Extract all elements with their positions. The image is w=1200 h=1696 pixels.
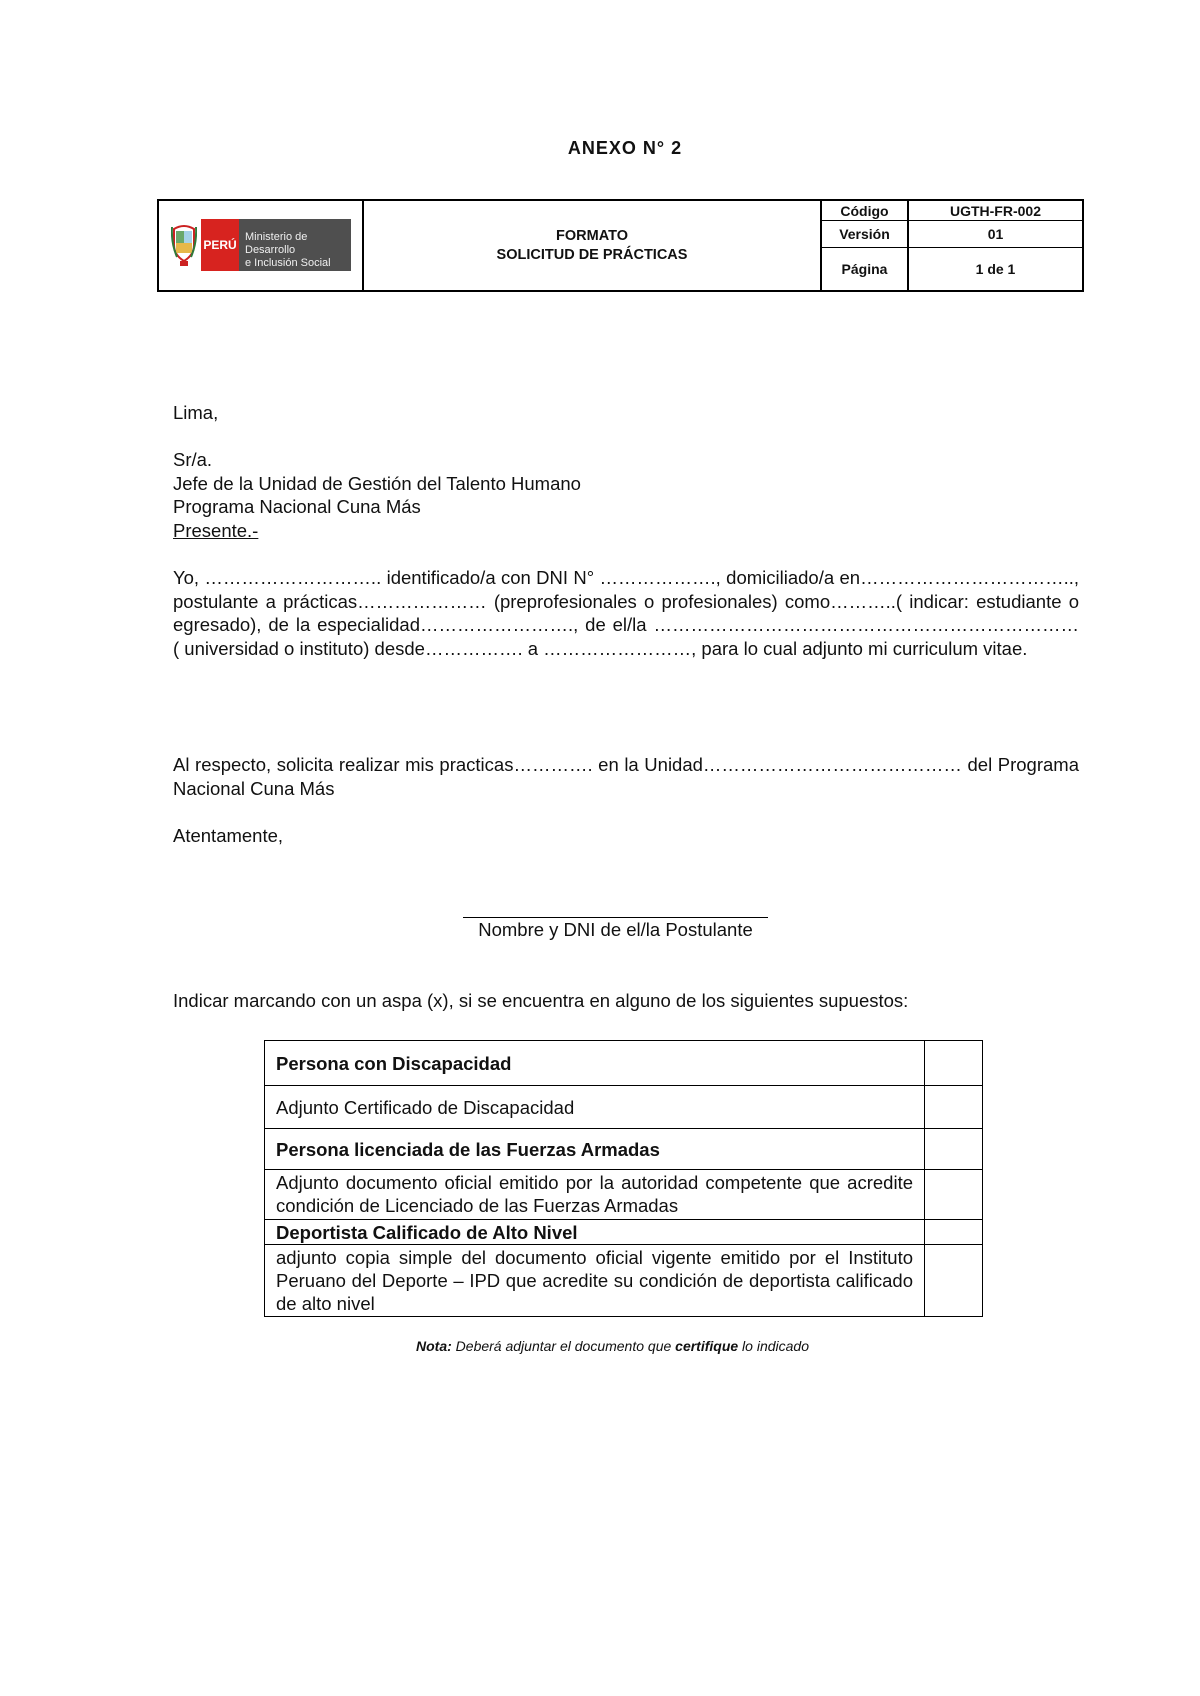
ministry-name [239, 219, 351, 271]
logo-cell [159, 201, 364, 290]
checkbox-cell[interactable] [925, 1041, 982, 1085]
code-label: Código [822, 201, 909, 220]
peru-label: PERÚ [201, 219, 239, 271]
checklist-label: Adjunto documento oficial emitido por la autoridad competente que acredite condición de Licenciado de las Fuerzas Armadas [265, 1170, 925, 1219]
checkbox-cell[interactable] [925, 1220, 982, 1244]
checkbox-cell[interactable] [925, 1086, 982, 1128]
recipient-block [173, 448, 1079, 542]
letter-paragraph-2: Al respecto, solicita realizar mis practicas…………. en la Unidad…………………………………… del Programa Nacional Cuna Más [173, 754, 1079, 799]
note-text-after: lo indicado [738, 1338, 809, 1354]
meta-code-row [822, 201, 1082, 221]
document-meta [822, 201, 1082, 290]
format-title-cell [364, 201, 822, 290]
checklist-label: Adjunto Certificado de Discapacidad [265, 1086, 925, 1128]
format-line-2: SOLICITUD DE PRÁCTICAS [496, 246, 688, 263]
coat-of-arms-icon [171, 221, 197, 267]
recipient-line-3: Programa Nacional Cuna Más [173, 496, 421, 517]
ministry-line-2: e Inclusión Social [245, 257, 331, 269]
annex-title: ANEXO N° 2 [567, 138, 683, 158]
checkbox-cell[interactable] [925, 1170, 982, 1219]
checklist-row [265, 1245, 982, 1317]
checklist-row [265, 1086, 982, 1129]
ministry-logo [171, 219, 351, 271]
letter-paragraph-1: Yo, ……………………….. identificado/a con DNI N° ………………., domiciliado/a en…………………………….., postulante a prácticas………………… (preprofesionales o profesionales) como………..( indicar: estudiante o egresado), de la especialidad……………………., de el/la …………………………………………………………… ( universidad o instituto) desde……………. a ……………………, para lo cual adjunto mi curriculum vitae. [173, 567, 1079, 659]
recipient-line-2: Jefe de la Unidad de Gestión del Talento Humano [173, 472, 581, 494]
signature-line [463, 917, 768, 918]
code-value: UGTH-FR-002 [949, 202, 1041, 219]
checkbox-cell[interactable] [925, 1129, 982, 1169]
checklist-row [265, 1220, 982, 1245]
checklist-label: Persona con Discapacidad [265, 1041, 925, 1085]
checklist-row [265, 1041, 982, 1086]
checkbox-cell[interactable] [925, 1245, 982, 1316]
meta-version-row [822, 221, 1082, 248]
version-label: Versión [822, 221, 909, 247]
ministry-line-1: Ministerio de Desarrollo [245, 231, 308, 256]
letter-place [173, 401, 1079, 425]
checklist-table [264, 1040, 983, 1317]
checklist-row [265, 1129, 982, 1170]
version-value: 01 [987, 226, 1004, 242]
checklist-label: Persona licenciada de las Fuerzas Armadas [265, 1129, 925, 1169]
format-line-1: FORMATO [556, 227, 628, 244]
header-table [157, 199, 1084, 292]
checklist-row [265, 1170, 982, 1220]
meta-page-row [822, 248, 1082, 290]
checklist-label: Deportista Calificado de Alto Nivel [265, 1220, 925, 1244]
recipient-line-1: Sr/a. [173, 449, 213, 470]
place-text: Lima, [173, 402, 219, 423]
signature-label: Nombre y DNI de el/la Postulante [478, 919, 753, 940]
note-bold-word: certifique [675, 1338, 739, 1354]
instruction-text: Indicar marcando con un aspa (x), si se encuentra en alguno de los siguientes supuestos: [173, 990, 909, 1011]
closing-text: Atentamente, [173, 825, 284, 846]
note-text-before: Deberá adjuntar el documento que [451, 1338, 676, 1354]
checklist-label: adjunto copia simple del documento oficial vigente emitido por el Instituto Peruano del Deporte – IPD que acredite su condición de deportista calificado de alto nivel [265, 1245, 925, 1316]
recipient-line-4: Presente.- [173, 519, 259, 541]
page-value: 1 de 1 [975, 261, 1016, 277]
page-label: Página [822, 248, 909, 290]
note-label: Nota: [416, 1338, 452, 1354]
footnote [0, 1338, 1200, 1354]
